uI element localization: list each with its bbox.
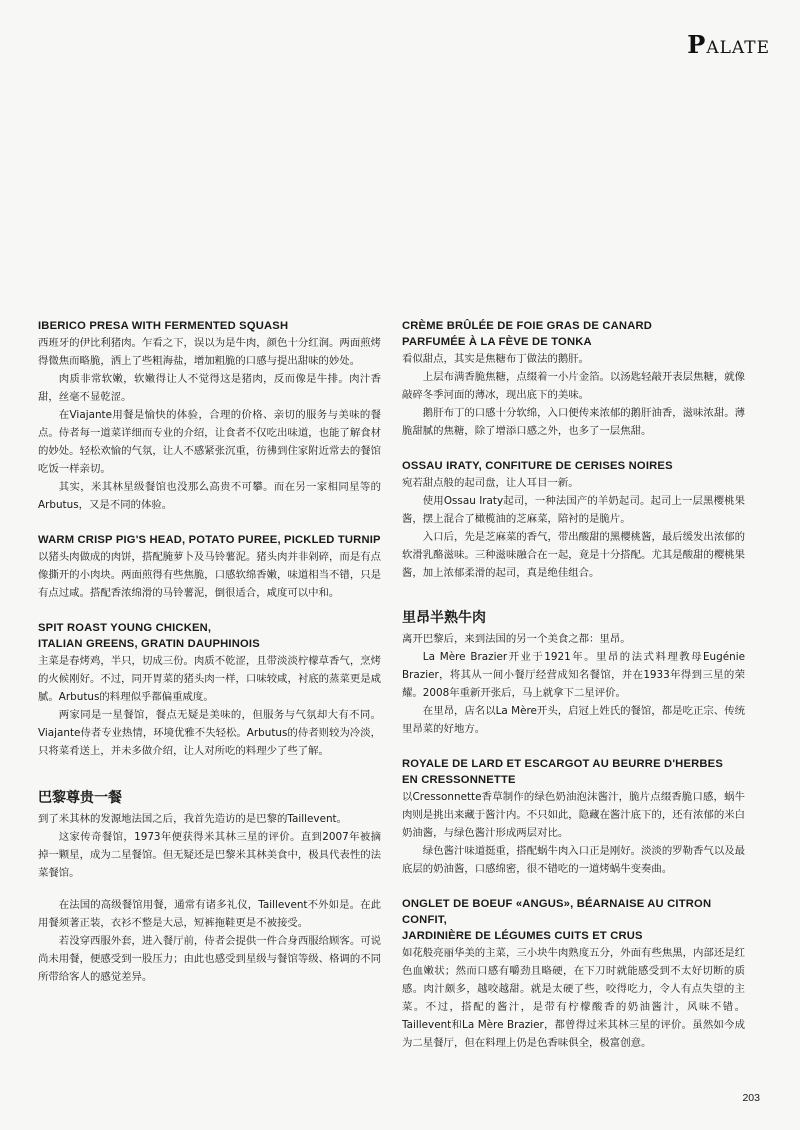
paragraph: 入口后，先是芝麻菜的香气，带出酸甜的黑樱桃酱，最后缓发出浓郁的软滑乳酪滋味。三种滋味融合在一起，竟是十分搭配。尤其是酸甜的樱桃果酱，加上浓郁柔滑的起司，真是绝佳组合。 [402,531,745,579]
paragraph: La Mère Brazier开业于1921年。里昂的法式料理教母Eugénie Brazier，将其从一间小餐厅经营成知名餐馆，并在1933年得到三星的荣耀。2008年重新开张后，马上就拿下二星评价。 [402,651,745,699]
page-number: 203 [742,1092,760,1104]
logo-initial: P [687,30,707,59]
dish-section-ossau-iraty [402,458,745,582]
dish-title: OSSAU IRATY, CONFITURE DE CERISES NOIRES [402,460,673,472]
paragraph: 宛若甜点般的起司盘，让人耳目一新。 [402,477,579,489]
dish-title: JARDINIÈRE DE LÉGUMES CUITS ET CRUS [402,930,643,942]
dish-title: EN CRESSONNETTE [402,774,516,786]
paragraph: 绿色酱汁味道挺重，搭配蜗牛肉入口正是刚好。淡淡的罗勒香气以及最底层的奶油酱，口感绵密，很不错吃的一道烤蜗牛变奏曲。 [402,845,745,875]
dish-title: CRÈME BRÛLÉE DE FOIE GRAS DE CANARD [402,320,653,332]
dish-title: SPIT ROAST YOUNG CHICKEN, [38,622,212,634]
paragraph: 在Viajante用餐是愉快的体验，合理的价格、亲切的服务与美味的餐点。侍者每一道菜详细而专业的介绍，让食者不仅吃出味道，也能了解食材的妙处。轻松欢愉的气氛，让人不感紧张沉重，彷彿到住家附近常去的餐馆吃饭一样亲切。 [38,409,381,475]
paragraph: 其实，米其林星级餐馆也没那么高贵不可攀。而在另一家相同星等的Arbutus，又是不同的体验。 [38,481,381,511]
dish-section-escargot [402,756,745,878]
chinese-section-lyon [402,608,745,738]
left-column [38,318,381,1004]
dish-section-creme-brulee [402,318,745,440]
right-column [402,318,745,1070]
paragraph: 两家同是一星餐馆，餐点无疑是美味的，但服务与气氛却大有不同。Viajante侍者专业热情，环境优雅不失轻松。Arbutus的侍者则较为冷淡，只将菜肴送上，并未多做介绍，让人对所吃的料理少了些了解。 [38,709,381,757]
paragraph: 在法国的高级餐馆用餐，通常有诸多礼仪，Taillevent不外如是。在此用餐须著正装，衣衫不整是大忌，短裤拖鞋更是不被接受。 [38,899,381,929]
dish-title: PARFUMÉE À LA FÈVE DE TONKA [402,336,592,348]
paragraph: 离开巴黎后，来到法国的另一个美食之都：里昂。 [402,633,631,645]
dish-title: ITALIAN GREENS, GRATIN DAUPHINOIS [38,638,260,650]
paragraph: 主菜是春烤鸡，半只，切成三份。肉质不乾涩，且带淡淡柠檬草香气，烹烤的火候刚好。不过，同开胃菜的猪头肉一样，口味较咸，衬底的蒸菜更是咸腻。Arbutus的料理似乎都偏重咸度。 [38,655,381,703]
dish-title: ROYALE DE LARD ET ESCARGOT AU BEURRE D'HERBES [402,758,724,770]
paragraph: 在里昂，店名以La Mère开头，启冠上姓氏的餐馆，都是吃正宗、传统里昂菜的好地方。 [402,705,745,735]
paragraph: 以猪头肉做成的肉饼，搭配腌萝卜及马铃薯泥。猪头肉并非剁碎，而是有点像撕开的小肉块。两面煎得有些焦脆，口感软绵香嫩，味道相当不错，只是有点过咸。搭配香浓绵滑的马铃薯泥，倒很适合，咸度可以中和。 [38,551,381,599]
dish-section-pigs-head [38,532,381,602]
paragraph: 看似甜点，其实是焦糖布丁做法的鹅肝。 [402,353,590,365]
section-heading: 里昂半熟牛肉 [402,610,486,626]
paragraph: 这家传奇餐馆，1973年便获得米其林三星的评价。直到2007年被摘掉一颗星，成为二星餐馆。但无疑还是巴黎米其林美食中，极具代表性的法菜餐馆。 [38,831,381,879]
dish-section-onglet [402,896,745,1052]
paragraph: 肉质非常软嫩，软嫩得让人不觉得这是猪肉，反而像是牛排。肉汁香甜，丝毫不显乾涩。 [38,373,381,403]
paragraph: 鹅肝布丁的口感十分软绵，入口便传来浓郁的鹅肝油香，滋味浓甜。薄脆甜腻的焦糖，除了增添口感之外，也多了一层焦甜。 [402,407,745,437]
dish-section-iberico [38,318,381,514]
paragraph: 到了米其林的发源地法国之后，我首先造访的是巴黎的Taillevent。 [38,813,348,825]
dish-title: ONGLET DE BOEUF «ANGUS», BÉARNAISE AU CITRON CONFIT, [402,898,712,926]
paragraph: 以Cressonnette香草制作的绿色奶油泡沫酱汁，脆片点缀香脆口感，蜗牛肉则是挑出来藏于酱汁内。不只如此，隐藏在酱汁底下的，还有浓郁的米白奶油酱，与绿色酱汁形成两层对比。 [402,791,745,839]
dish-title: IBERICO PRESA WITH FERMENTED SQUASH [38,320,289,332]
magazine-header-logo [687,30,770,59]
dish-title: WARM CRISP PIG'S HEAD, POTATO PUREE, PICKLED TURNIP [38,534,381,546]
paragraph: 西班牙的伊比利猪肉。乍看之下，误以为是牛肉，颜色十分红润。两面煎烤得微焦而略脆，洒上了些粗海盐，增加粗脆的口感与提出甜味的妙处。 [38,337,381,367]
dish-section-chicken [38,620,381,760]
paragraph: 上层布满香脆焦糖，点缀着一小片金箔。以汤匙轻敲开表层焦糖，就像敲碎冬季河面的薄冰，现出底下的美味。 [402,371,745,401]
paragraph: 若没穿西服外套，进入餐厅前，侍者会提供一件合身西服给顾客。可说尚未用餐，便感受到一股压力；由此也感受到星级与餐馆等级、格调的不同所带给客人的感觉差异。 [38,935,381,983]
paragraph: 如花般亮丽华美的主菜，三小块牛肉熟度五分，外面有些焦黑，内部还是红色血嫩状；然而口感有嚼劲且略硬，在下刀时就能感受到不太好切断的质感。肉汁颇多，越咬越甜。就是太硬了些，咬得吃力，令人有点失望的主菜。不过，搭配的酱汁，是带有柠檬酸香的奶油酱汁，风味不错。Taillevent和La Mère Brazier，都曾得过米其林三星的评价。虽然如今成为二星餐厅，但在料理上仍是色香味俱全，极富创意。 [402,947,745,1049]
logo-text: ALATE [706,38,770,58]
section-heading: 巴黎尊贵一餐 [38,790,122,806]
paragraph: 使用Ossau Iraty起司，一种法国产的羊奶起司。起司上一层黑樱桃果酱，摆上混合了橄榄油的芝麻菜，陪衬的是脆片。 [402,495,745,525]
chinese-section-paris [38,788,381,986]
